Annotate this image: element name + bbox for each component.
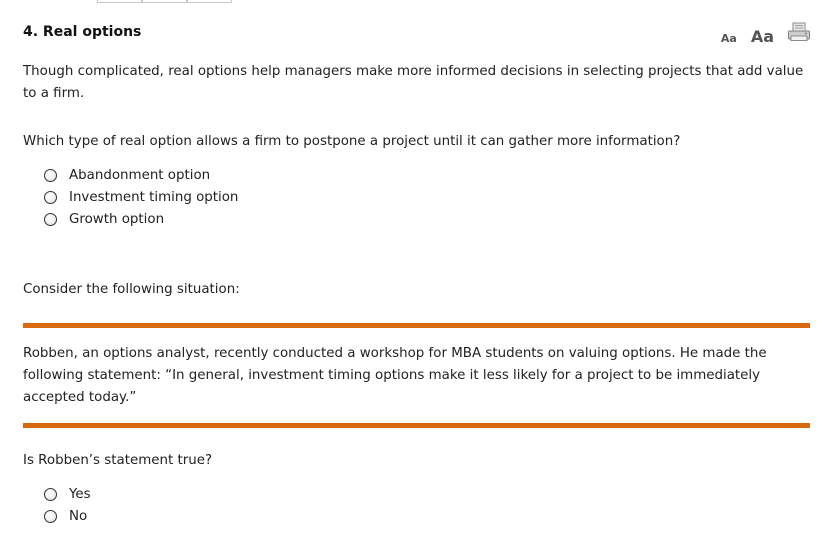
scenario-top-divider bbox=[23, 323, 810, 328]
radio-option-no[interactable] bbox=[44, 505, 91, 527]
intro-text: Though complicated, real options help managers make more informed decisions in selecting projects that add value to a firm. bbox=[23, 64, 804, 101]
scenario-bottom-divider bbox=[23, 423, 810, 428]
print-button[interactable] bbox=[787, 22, 811, 46]
radio-button[interactable] bbox=[44, 191, 57, 204]
question-tools bbox=[721, 22, 811, 46]
radio-option-growth[interactable] bbox=[44, 208, 238, 230]
option-label: Investment timing option bbox=[69, 189, 239, 205]
radio-button[interactable] bbox=[44, 510, 57, 523]
option-label: Abandonment option bbox=[69, 167, 211, 183]
radio-button[interactable] bbox=[44, 169, 57, 182]
scenario-text: Robben, an options analyst, recently conducted a workshop for MBA students on valuing options. He made the following statement: “In general, investment timing options make it less likely for a project to be immediately accepted today.” bbox=[23, 346, 767, 405]
decrease-font-button[interactable]: Aa bbox=[720, 32, 737, 45]
top-tab[interactable] bbox=[97, 0, 142, 3]
print-icon bbox=[787, 22, 811, 42]
question-prompt-2: Is Robben’s statement true? bbox=[23, 453, 213, 468]
increase-font-button[interactable]: Aa bbox=[750, 27, 774, 46]
option-label: No bbox=[69, 508, 88, 524]
radio-option-investment-timing[interactable] bbox=[44, 186, 238, 208]
radio-group-1 bbox=[44, 164, 238, 230]
top-tab-strip bbox=[97, 0, 232, 3]
radio-group-2 bbox=[44, 483, 91, 527]
question-prompt-1: Which type of real option allows a firm to postpone a project until it can gather more information? bbox=[23, 134, 681, 149]
top-tab[interactable] bbox=[187, 0, 232, 3]
option-label: Yes bbox=[69, 486, 91, 502]
option-label: Growth option bbox=[69, 211, 165, 227]
top-tab[interactable] bbox=[142, 0, 187, 3]
radio-option-abandonment[interactable] bbox=[44, 164, 238, 186]
radio-option-yes[interactable] bbox=[44, 483, 91, 505]
radio-button[interactable] bbox=[44, 213, 57, 226]
radio-button[interactable] bbox=[44, 488, 57, 501]
question-title: 4. Real options bbox=[23, 24, 142, 40]
consider-text: Consider the following situation: bbox=[23, 282, 240, 297]
